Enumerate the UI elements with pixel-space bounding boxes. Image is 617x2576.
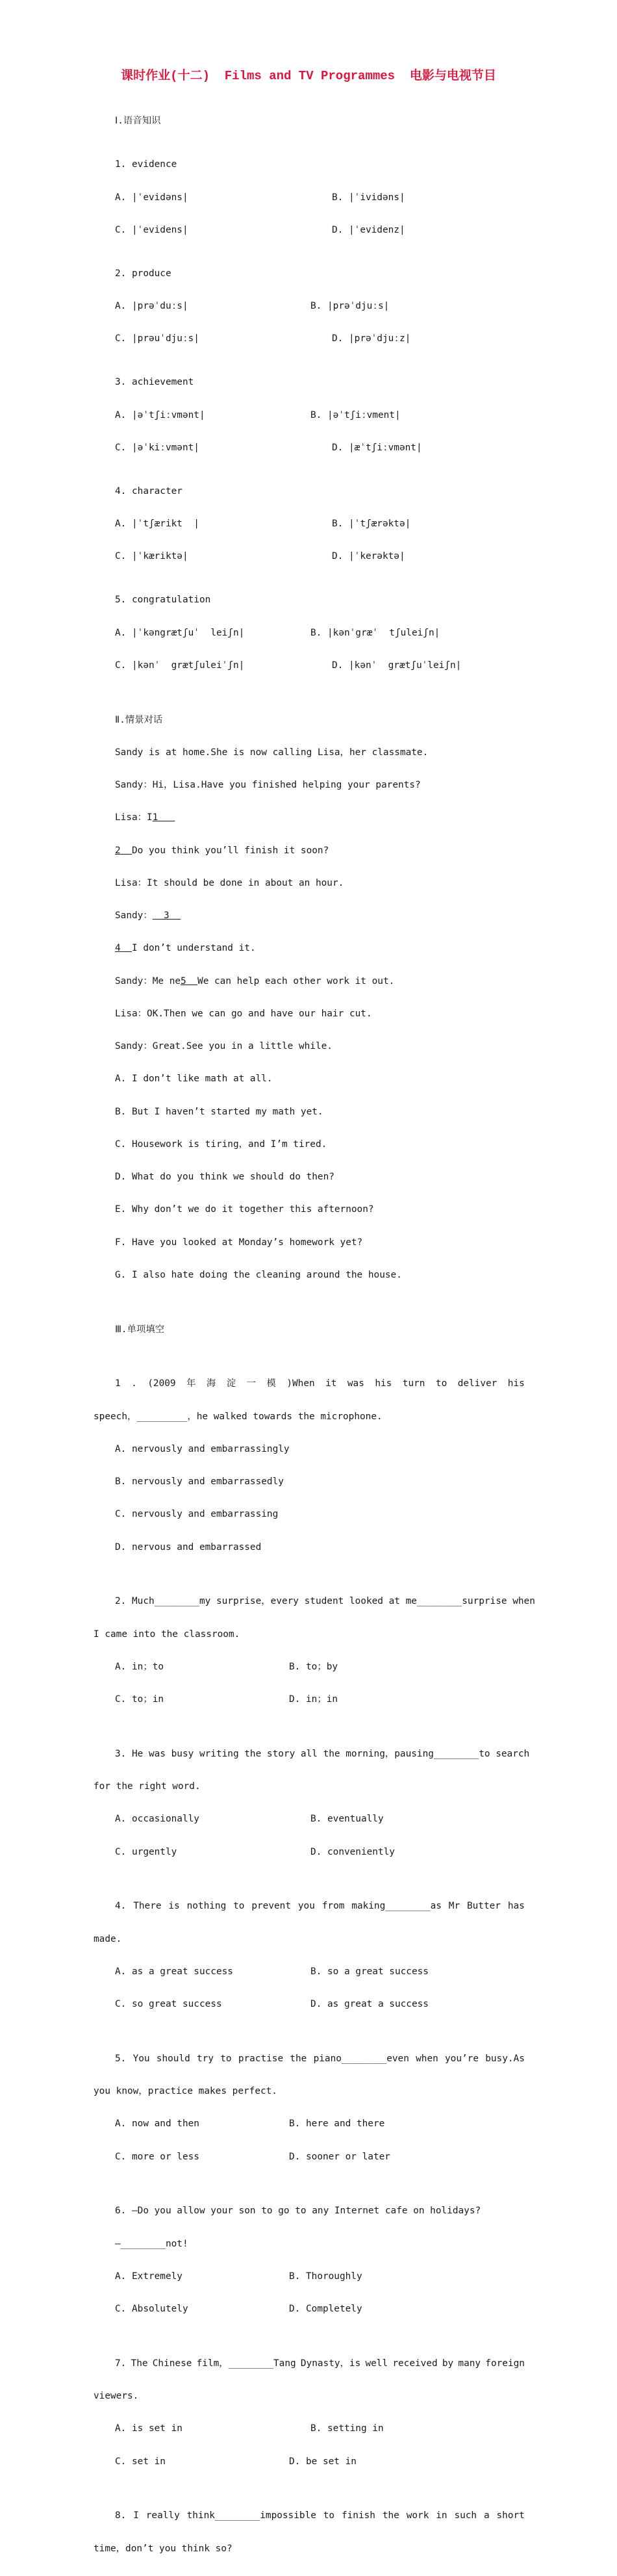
dialogue-line: Sandy：Hi，Lisa.Have you finished helping your parents? bbox=[115, 780, 421, 790]
dialogue-line bbox=[94, 845, 525, 857]
dialogue-line: Sandy：Great.See you in a little while. bbox=[115, 1041, 333, 1051]
option-row bbox=[94, 2271, 525, 2282]
question-stem: 2. produce bbox=[115, 268, 171, 279]
word: prevent bbox=[251, 1901, 291, 1912]
word: when bbox=[416, 2053, 438, 2064]
option: D. conveniently bbox=[310, 1846, 395, 1857]
option: B. eventually bbox=[310, 1814, 384, 1825]
dialogue-text: Lisa：I bbox=[115, 812, 153, 823]
option: D. |kənˈ grætʃuˈleiʃn| bbox=[332, 660, 462, 671]
word: from bbox=[321, 1901, 345, 1912]
word: by bbox=[442, 2358, 454, 2369]
option-row bbox=[94, 443, 525, 454]
question-line bbox=[94, 1378, 525, 1389]
question-stem: 5. congratulation bbox=[115, 595, 211, 606]
option-row bbox=[94, 1694, 525, 1705]
word: think________impossible bbox=[186, 2510, 316, 2521]
word: 8. bbox=[115, 2510, 127, 2521]
option: B. here and there bbox=[289, 2119, 385, 2130]
word: You bbox=[132, 2053, 150, 2064]
dialogue-text: Do you think you’ll finish it soon? bbox=[132, 845, 329, 856]
option: A. now and then bbox=[115, 2119, 199, 2130]
blank-4 bbox=[115, 943, 132, 953]
word: practise bbox=[238, 2053, 284, 2064]
option-row bbox=[94, 1662, 525, 1673]
dialogue-option: C. Housework is tiring，and I’m tired. bbox=[115, 1139, 327, 1150]
question-stem: 3. achievement bbox=[115, 377, 194, 388]
blank-1 bbox=[153, 812, 175, 823]
dialogue-option: D. What do you think we should do then? bbox=[115, 1172, 334, 1182]
word: deliver bbox=[457, 1378, 497, 1389]
option-row bbox=[94, 225, 525, 236]
word: . bbox=[131, 1378, 137, 1389]
dialogue-option: G. I also hate doing the cleaning around the house. bbox=[115, 1269, 402, 1280]
question-stem: 1. evidence bbox=[115, 159, 177, 170]
word: you bbox=[297, 1901, 315, 1912]
option: B. so a great success bbox=[310, 1966, 429, 1977]
word: foreign bbox=[485, 2358, 525, 2369]
option: B. nervously and embarrassedly bbox=[115, 1476, 284, 1487]
option: C. more or less bbox=[115, 2151, 199, 2162]
dialogue-option: E. Why don’t we do it together this afternoon? bbox=[115, 1204, 374, 1215]
option: A. occasionally bbox=[115, 1814, 199, 1825]
word: Mr bbox=[448, 1901, 460, 1912]
option: A. in；to bbox=[115, 1661, 164, 1672]
option: B. |kənˈgræˈ tʃuleiʃn| bbox=[310, 627, 440, 638]
option-row bbox=[94, 1847, 525, 1858]
option: B. |əˈtʃiːvment| bbox=[310, 409, 401, 420]
word: 模 bbox=[266, 1378, 276, 1389]
option: D. be set in bbox=[289, 2456, 357, 2467]
word: 海 bbox=[206, 1378, 216, 1389]
option: C. urgently bbox=[115, 1846, 177, 1857]
option: C. |ˈevidens| bbox=[115, 224, 188, 235]
question-stem: 4. character bbox=[115, 485, 183, 496]
option: D. |ˈkerəktə| bbox=[332, 551, 405, 562]
word: to bbox=[233, 1901, 245, 1912]
option-row bbox=[94, 519, 525, 530]
option-row bbox=[94, 2119, 525, 2130]
word: the bbox=[382, 2510, 399, 2521]
question-line bbox=[94, 2358, 525, 2369]
option: B. setting in bbox=[310, 2423, 384, 2434]
blank-number: 4 bbox=[115, 943, 121, 954]
option-row bbox=[94, 1966, 525, 1977]
word: 5. bbox=[115, 2053, 127, 2064]
question-line: 2. Much________my surprise，every student looked at me________surprise when bbox=[115, 1596, 535, 1607]
option-row bbox=[94, 2456, 525, 2467]
option-row bbox=[94, 551, 525, 562]
document-body bbox=[94, 83, 535, 2576]
dialogue-text: I don’t understand it. bbox=[132, 943, 256, 954]
dialogue-line bbox=[94, 910, 525, 921]
word: Dynasty，is bbox=[300, 2358, 361, 2369]
option-row bbox=[94, 1999, 525, 2010]
option: A. |ˈkəngrætʃuˈ leiʃn| bbox=[115, 627, 245, 638]
option: D. |ˈevidenz| bbox=[332, 224, 405, 235]
blank-3 bbox=[153, 910, 181, 921]
dialogue-text: Sandy：Me ne bbox=[115, 975, 181, 986]
question-line: time，don’t you think so? bbox=[94, 2543, 233, 2554]
blank-number: 3 bbox=[164, 910, 170, 921]
dialogue-option: F. Have you looked at Monday’s homework yet? bbox=[115, 1237, 363, 1248]
option: C. Absolutely bbox=[115, 2304, 188, 2314]
option-row bbox=[94, 2304, 525, 2315]
option: D. |prəˈdjuːz| bbox=[332, 333, 411, 344]
word: the bbox=[290, 2053, 307, 2064]
word: is bbox=[168, 1901, 180, 1912]
dialogue-line: Lisa：It should be done in about an hour. bbox=[115, 877, 344, 888]
word: 年 bbox=[186, 1378, 196, 1389]
option: A. |əˈtʃiːvmənt| bbox=[115, 409, 205, 420]
option-row bbox=[94, 192, 525, 203]
option: C. |prəuˈdjuːs| bbox=[115, 333, 199, 344]
option-row bbox=[94, 410, 525, 421]
question-line: —________not! bbox=[115, 2238, 188, 2249]
word: film，________Tang bbox=[196, 2358, 296, 2369]
word: 7. bbox=[115, 2358, 127, 2369]
blank-2 bbox=[115, 845, 132, 856]
page-title: 课时作业(十二) Films and TV Programmes 电影与电视节目 bbox=[121, 69, 496, 83]
dialogue-text: We can help each other work it out. bbox=[197, 975, 395, 986]
word: try bbox=[197, 2053, 214, 2064]
word: busy.As bbox=[485, 2053, 525, 2064]
dialogue-text: Sandy： bbox=[115, 910, 153, 921]
question-line bbox=[94, 2510, 525, 2521]
word: turn bbox=[402, 1378, 425, 1389]
option-row bbox=[94, 333, 525, 344]
option: A. Extremely bbox=[115, 2271, 183, 2282]
question-line: speech，_________，he walked towards the microphone. bbox=[94, 1411, 383, 1422]
word: received bbox=[392, 2358, 438, 2369]
option: C. set in bbox=[115, 2456, 166, 2467]
dialogue-option: A. I don’t like math at all. bbox=[115, 1074, 273, 1085]
option: D. as great a success bbox=[310, 1999, 429, 2009]
word: a bbox=[483, 2510, 490, 2521]
option: A. |prəˈduːs| bbox=[115, 301, 188, 311]
word: short bbox=[496, 2510, 525, 2521]
option: B. |prəˈdjuːs| bbox=[310, 301, 390, 311]
word: making________as bbox=[351, 1901, 442, 1912]
dialogue-line bbox=[94, 976, 525, 987]
word: in bbox=[436, 2510, 447, 2521]
word: it bbox=[325, 1378, 337, 1389]
word: should bbox=[156, 2053, 190, 2064]
section-heading: Ⅰ.语音知识 bbox=[115, 116, 161, 127]
word: 淀 bbox=[226, 1378, 236, 1389]
option: D. in；in bbox=[289, 1694, 338, 1705]
option: C. so great success bbox=[115, 1999, 222, 2009]
dialogue-line bbox=[94, 943, 525, 954]
word: 一 bbox=[246, 1378, 257, 1389]
option: A. nervously and embarrassingly bbox=[115, 1443, 290, 1454]
word: his bbox=[375, 1378, 392, 1389]
blank-number: 1 bbox=[152, 812, 158, 823]
option: B. |ˈtʃærəktə| bbox=[332, 519, 411, 529]
question-line: 3. He was busy writing the story all the morning，pausing________to search bbox=[115, 1748, 530, 1759]
word: piano________even bbox=[313, 2053, 409, 2064]
section-heading: Ⅱ.情景对话 bbox=[115, 714, 163, 725]
dialogue-line bbox=[94, 812, 525, 823]
dialogue-line: Lisa：OK.Then we can go and have our hair cut. bbox=[115, 1008, 372, 1019]
word: many bbox=[458, 2358, 481, 2369]
word: work bbox=[406, 2510, 429, 2521]
option: B. to；by bbox=[289, 1661, 338, 1672]
option: A. as a great success bbox=[115, 1966, 233, 1977]
question-line bbox=[94, 1901, 525, 1912]
word: finish bbox=[341, 2510, 375, 2521]
option: C. |kənˈ grætʃuleiˈʃn| bbox=[115, 660, 245, 671]
option-row bbox=[94, 2152, 525, 2163]
word: (2009 bbox=[147, 1378, 176, 1389]
option: D. nervous and embarrassed bbox=[115, 1541, 262, 1552]
word: I bbox=[133, 2510, 139, 2521]
word: such bbox=[454, 2510, 477, 2521]
word: really bbox=[145, 2510, 180, 2521]
word: The bbox=[131, 2358, 148, 2369]
word: Chinese bbox=[152, 2358, 192, 2369]
option: B. |ˈividəns| bbox=[332, 192, 405, 203]
word: There bbox=[133, 1901, 162, 1912]
question-line: I came into the classroom. bbox=[94, 1629, 240, 1640]
option-row bbox=[94, 1814, 525, 1825]
blank-5 bbox=[181, 976, 197, 986]
word: well bbox=[365, 2358, 388, 2369]
dialogue-line: Sandy is at home.She is now calling Lisa，her classmate. bbox=[115, 747, 429, 758]
section-heading: Ⅲ.单项填空 bbox=[115, 1324, 165, 1335]
question-line: 6. —Do you allow your son to go to any Internet cafe on holidays? bbox=[115, 2206, 481, 2217]
word: nothing bbox=[186, 1901, 227, 1912]
word: to bbox=[323, 2510, 335, 2521]
option-row bbox=[94, 628, 525, 639]
word: Butter bbox=[466, 1901, 501, 1912]
option: C. |əˈkiːvmənt| bbox=[115, 442, 199, 453]
word: )When bbox=[286, 1378, 315, 1389]
option: A. is set in bbox=[115, 2423, 183, 2434]
option: D. sooner or later bbox=[289, 2151, 390, 2162]
option: A. |ˈtʃærikt | bbox=[115, 519, 199, 529]
option: A. |ˈevidəns| bbox=[115, 192, 188, 203]
option-row bbox=[94, 301, 525, 312]
word: has bbox=[507, 1901, 525, 1912]
word: his bbox=[507, 1378, 525, 1389]
option: D. Completely bbox=[289, 2304, 362, 2314]
question-line bbox=[94, 2054, 525, 2065]
option: B. Thoroughly bbox=[289, 2271, 362, 2282]
word: you’re bbox=[445, 2053, 479, 2064]
option: C. nervously and embarrassing bbox=[115, 1509, 279, 1520]
word: to bbox=[435, 1378, 447, 1389]
word: 4. bbox=[115, 1901, 127, 1912]
blank-number: 2 bbox=[115, 845, 121, 856]
word: 1 bbox=[115, 1378, 121, 1389]
option: C. |ˈkæriktə| bbox=[115, 551, 188, 562]
option: D. |æˈtʃiːvmənt| bbox=[332, 442, 422, 453]
option-row bbox=[94, 660, 525, 671]
question-line: you know，practice makes perfect. bbox=[94, 2086, 277, 2096]
question-line: for the right word. bbox=[94, 1781, 201, 1792]
question-line: viewers. bbox=[94, 2391, 139, 2401]
option: C. to；in bbox=[115, 1694, 164, 1705]
word: was bbox=[347, 1378, 364, 1389]
dialogue-option: B. But I haven’t started my math yet. bbox=[115, 1106, 323, 1117]
option-row bbox=[94, 2423, 525, 2434]
blank-number: 5 bbox=[181, 975, 186, 986]
question-line: made. bbox=[94, 1933, 122, 1944]
word: to bbox=[220, 2053, 232, 2064]
